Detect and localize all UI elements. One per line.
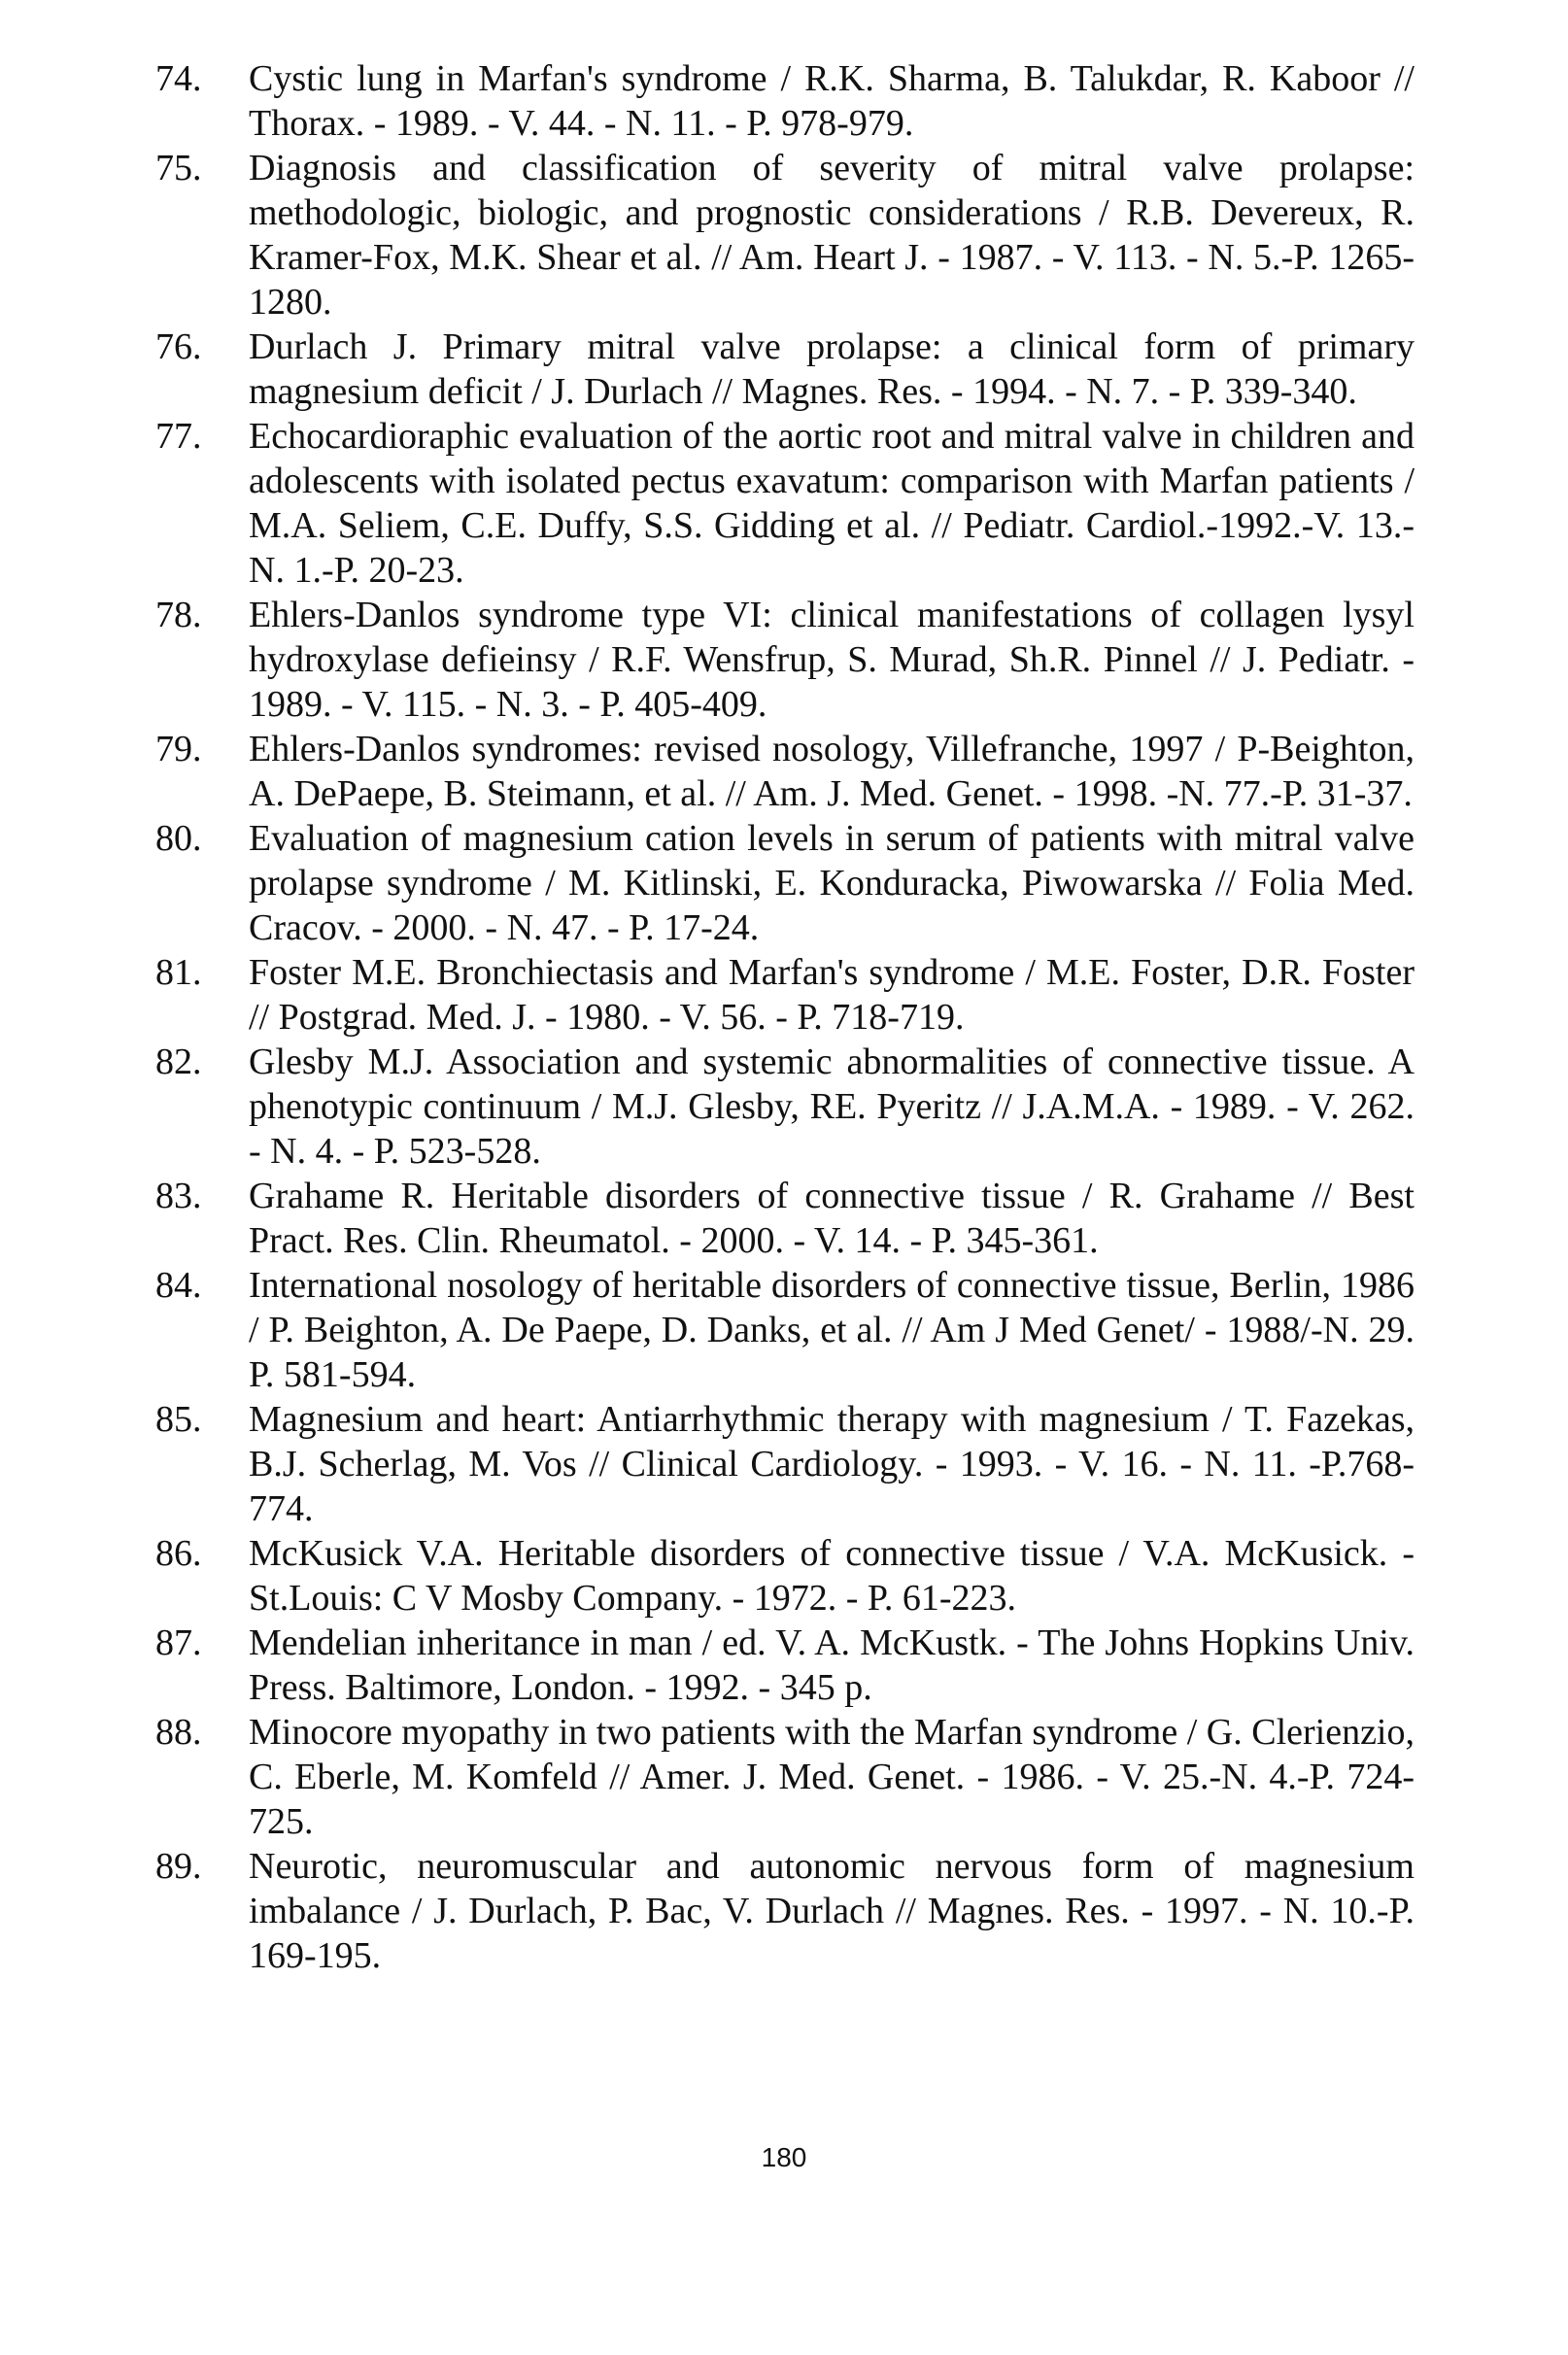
reference-item	[0, 1621, 1568, 1710]
reference-text: McKusick V.A. Heritable disorders of connective tissue / V.A. McKusick. - St.Louis: C V Mosby Company. - 1972. - P. 61-223.	[249, 1533, 1415, 1619]
reference-text: Glesby M.J. Association and systemic abnormalities of connective tissue. A phenotypic continuum / M.J. Glesby, RE. Pyeritz // J.A.M.A. - 1989. - V. 262. - N. 4. - P. 523-528.	[249, 1041, 1415, 1172]
reference-item	[0, 1263, 1568, 1397]
reference-item	[0, 324, 1568, 414]
reference-text: Neurotic, neuromuscular and autonomic nervous form of magnesium imbalance / J. Durlach, P. Bac, V. Durlach // Magnes. Res. - 1997. - N. 10.-P. 169-195.	[249, 1846, 1415, 1976]
reference-text: Evaluation of magnesium cation levels in serum of patients with mitral valve prolapse syndrome / M. Kitlinski, E. Konduracka, Piwowarska // Folia Med. Cracov. - 2000. - N. 47. - P. 17-24.	[249, 818, 1415, 948]
page-number: 180	[761, 2142, 807, 2172]
reference-number: 81.	[155, 952, 202, 993]
reference-number: 80.	[155, 818, 202, 859]
reference-number: 82.	[155, 1041, 202, 1082]
reference-item	[0, 1844, 1568, 1978]
reference-text: Magnesium and heart: Antiarrhythmic therapy with magnesium / T. Fazekas, B.J. Scherlag, M. Vos // Clinical Cardiology. - 1993. - V. 16. - N. 11. -P.768-774.	[249, 1399, 1415, 1529]
reference-text: International nosology of heritable disorders of connective tissue, Berlin, 1986 / P. Beighton, A. De Paepe, D. Danks, et al. // Am J Med Genet/ - 1988/-N. 29. P. 581-594.	[249, 1265, 1415, 1395]
reference-text: Cystic lung in Marfan's syndrome / R.K. Sharma, B. Talukdar, R. Kaboor // Thorax. - 1989. - V. 44. - N. 11. - P. 978-979.	[249, 58, 1415, 144]
reference-number: 79.	[155, 729, 202, 769]
reference-text: Diagnosis and classification of severity of mitral valve prolapse: methodologic, biologic, and prognostic considerations / R.B. Devereux, R. Kramer-Fox, M.K. Shear et al. // Am. Heart J. - 1987. - V. 113. - N. 5.-P. 1265-1280.	[249, 148, 1415, 323]
reference-item	[0, 1531, 1568, 1621]
reference-item	[0, 146, 1568, 324]
reference-number: 85.	[155, 1399, 202, 1440]
reference-item	[0, 816, 1568, 950]
reference-item	[0, 950, 1568, 1040]
reference-number: 83.	[155, 1176, 202, 1216]
reference-text: Mendelian inheritance in man / ed. V. A. McKustk. - The Johns Hopkins Univ. Press. Baltimore, London. - 1992. - 345 p.	[249, 1622, 1415, 1708]
reference-number: 86.	[155, 1533, 202, 1574]
reference-text: Durlach J. Primary mitral valve prolapse: a clinical form of primary magnesium deficit / J. Durlach // Magnes. Res. - 1994. - N. 7. - P. 339-340.	[249, 326, 1415, 412]
reference-item	[0, 1397, 1568, 1531]
reference-item	[0, 414, 1568, 593]
reference-number: 75.	[155, 148, 202, 188]
reference-item	[0, 56, 1568, 146]
reference-text: Foster M.E. Bronchiectasis and Marfan's syndrome / M.E. Foster, D.R. Foster // Postgrad. Med. J. - 1980. - V. 56. - P. 718-719.	[249, 952, 1415, 1038]
reference-number: 87.	[155, 1622, 202, 1663]
reference-number: 74.	[155, 58, 202, 99]
reference-number: 78.	[155, 595, 202, 635]
reference-text: Echocardioraphic evaluation of the aortic root and mitral valve in children and adolescents with isolated pectus exavatum: comparison with Marfan patients / M.A. Seliem, C.E. Duffy, S.S. Gidding et al. // Pediatr. Cardiol.-1992.-V. 13.-N. 1.-P. 20-23.	[249, 416, 1415, 591]
reference-item	[0, 1710, 1568, 1844]
reference-text: Grahame R. Heritable disorders of connective tissue / R. Grahame // Best Pract. Res. Clin. Rheumatol. - 2000. - V. 14. - P. 345-361.	[249, 1176, 1415, 1261]
reference-text: Ehlers-Danlos syndromes: revised nosology, Villefranche, 1997 / P-Beighton, A. DePaepe, B. Steimann, et al. // Am. J. Med. Genet. - 1998. -N. 77.-P. 31-37.	[249, 729, 1415, 814]
reference-text: Minocore myopathy in two patients with the Marfan syndrome / G. Clerienzio, C. Eberle, M. Komfeld // Amer. J. Med. Genet. - 1986. - V. 25.-N. 4.-P. 724-725.	[249, 1712, 1415, 1842]
reference-number: 88.	[155, 1712, 202, 1753]
reference-item	[0, 1040, 1568, 1174]
reference-number: 77.	[155, 416, 202, 457]
reference-list	[0, 56, 1568, 1978]
reference-text: Ehlers-Danlos syndrome type VI: clinical manifestations of collagen lysyl hydroxylase defieinsy / R.F. Wensfrup, S. Murad, Sh.R. Pinnel // J. Pediatr. - 1989. - V. 115. - N. 3. - P. 405-409.	[249, 595, 1415, 725]
reference-item	[0, 1174, 1568, 1263]
reference-number: 89.	[155, 1846, 202, 1887]
reference-item	[0, 727, 1568, 816]
reference-item	[0, 593, 1568, 727]
reference-number: 84.	[155, 1265, 202, 1306]
reference-number: 76.	[155, 326, 202, 367]
